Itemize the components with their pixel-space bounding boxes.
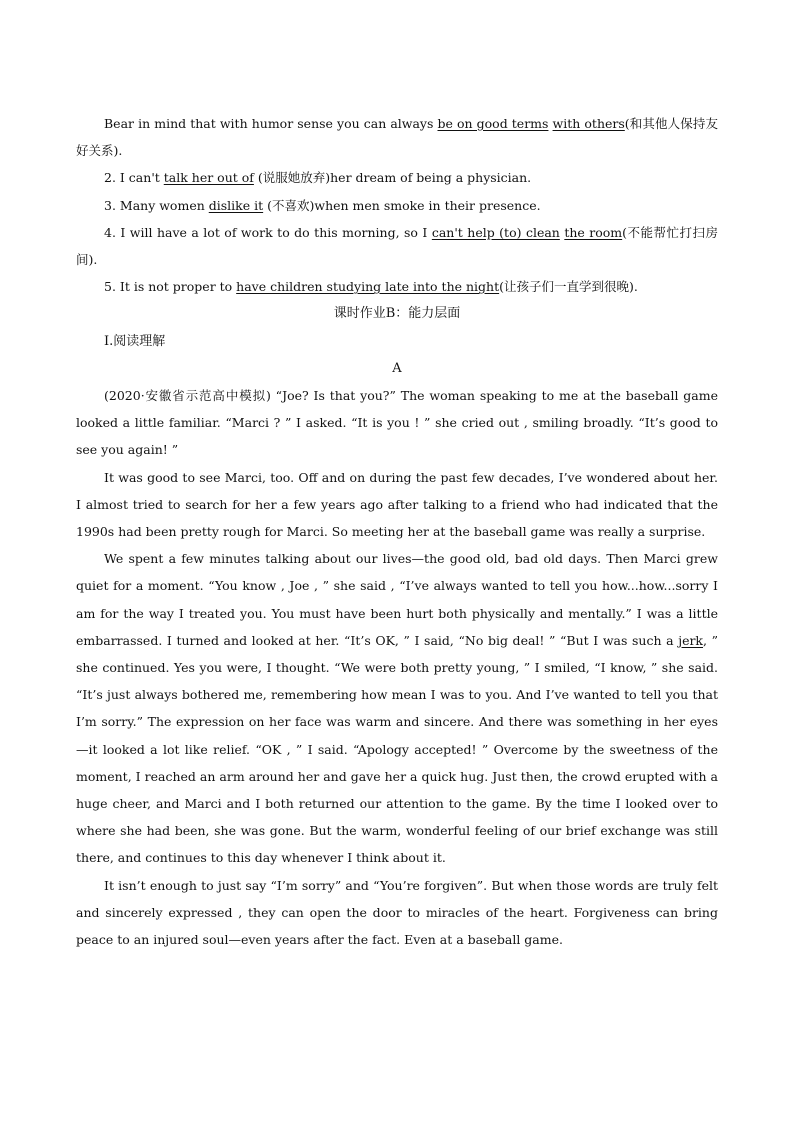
passage-paragraph-1: (2020·安徽省示范高中模拟) “Joe? Is that you?” The woman speaking to me at the baseball game looked a little familiar. “Marci ? ” I asked. “It is you ! ” she cried out , smiling broadly. “It’s good to see you again! ” (76, 388, 718, 458)
exercise-item-5 (76, 273, 718, 300)
underlined-word: jerk (678, 632, 704, 648)
exercise-item-2 (76, 164, 718, 191)
passage-paragraph-2: It was good to see Marci, too. Off and on during the past few decades, I’ve wondered about her. I almost tried to search for her a few years ago after talking to a friend who had indicated that the 1990s had been pretty rough for Marci. So meeting her at the baseball game was really a surprise. (76, 469, 718, 540)
section-title: 课时作业B：能力层面 (333, 306, 461, 322)
exercise-item-3 (76, 192, 718, 219)
answer-blank: can't help (to) clean (431, 224, 560, 240)
text: 3. Many women (104, 197, 209, 213)
passage-label: A (392, 360, 402, 376)
answer-blank: talk her out of (163, 170, 254, 186)
exercise-item-4 (76, 219, 718, 273)
text: (不喜欢)when men smoke in their presence. (263, 197, 541, 213)
text: Bear in mind that with humor sense you can always (104, 116, 438, 131)
text: 2. I can't (104, 170, 164, 186)
exercise-item-1 (76, 110, 718, 164)
text: (说服她放弃)her dream of being a physician. (253, 170, 532, 186)
part-heading: Ⅰ.阅读理解 (104, 333, 166, 349)
text: 4. I will have a lot of work to do this morning, so I (104, 224, 432, 240)
answer-blank: dislike it (208, 197, 264, 213)
answer-blank: with others (552, 116, 625, 131)
text: (让孩子们一直学到很晚). (499, 279, 638, 295)
text: , ” she continued. Yes you were, I thought. “We were both pretty young, ” I smiled, “I know, ” she said. “It’s just always bothered me, remembering how mean I was to you. And I’ve wanted to tell you that I’m sorry.” The expression on her face was warm and sincere. And there was something in her eyes—it looked a lot like relief. “OK , ” I said. “Apology accepted! ” Overcome by the sweetness of the moment, I reached an arm around her and gave her a quick hug. Just then, the crowd erupted with a huge cheer, and Marci and I both returned our attention to the game. By the time I looked over to where she had been, she was gone. But the warm, wonderful feeling of our brief exchange was still there, and continues to this day whenever I think about it. (76, 632, 718, 866)
answer-blank: the room (564, 224, 623, 240)
text: (和其他人保持友好关系). (76, 116, 718, 159)
answer-blank: be on good terms (437, 116, 549, 131)
passage-paragraph-4: It isn’t enough to just say “I’m sorry” and “You’re forgiven”. But when those words are truly felt and sincerely expressed , they can open the door to miracles of the heart. Forgiveness can bring peace to an injured soul—even years after the fact. Even at a baseball game. (76, 877, 718, 948)
passage-paragraph-3 (76, 545, 718, 871)
text: 5. It is not proper to (104, 279, 237, 295)
text: (不能帮忙打扫房间). (76, 224, 718, 268)
text: We spent a few minutes talking about our lives—the good old, bad old days. Then Marci grew quiet for a moment. “You know , Joe , ” she said , “I’ve always wanted to tell you how...how...sorry I am for the way I treated you. You must have been hurt both physically and mentally.” I was a little embarrassed. I turned and looked at her. “It’s OK, ” I said, “No big deal! ” “But I was such a (76, 551, 718, 648)
answer-blank: have children studying late into the night (236, 279, 500, 295)
